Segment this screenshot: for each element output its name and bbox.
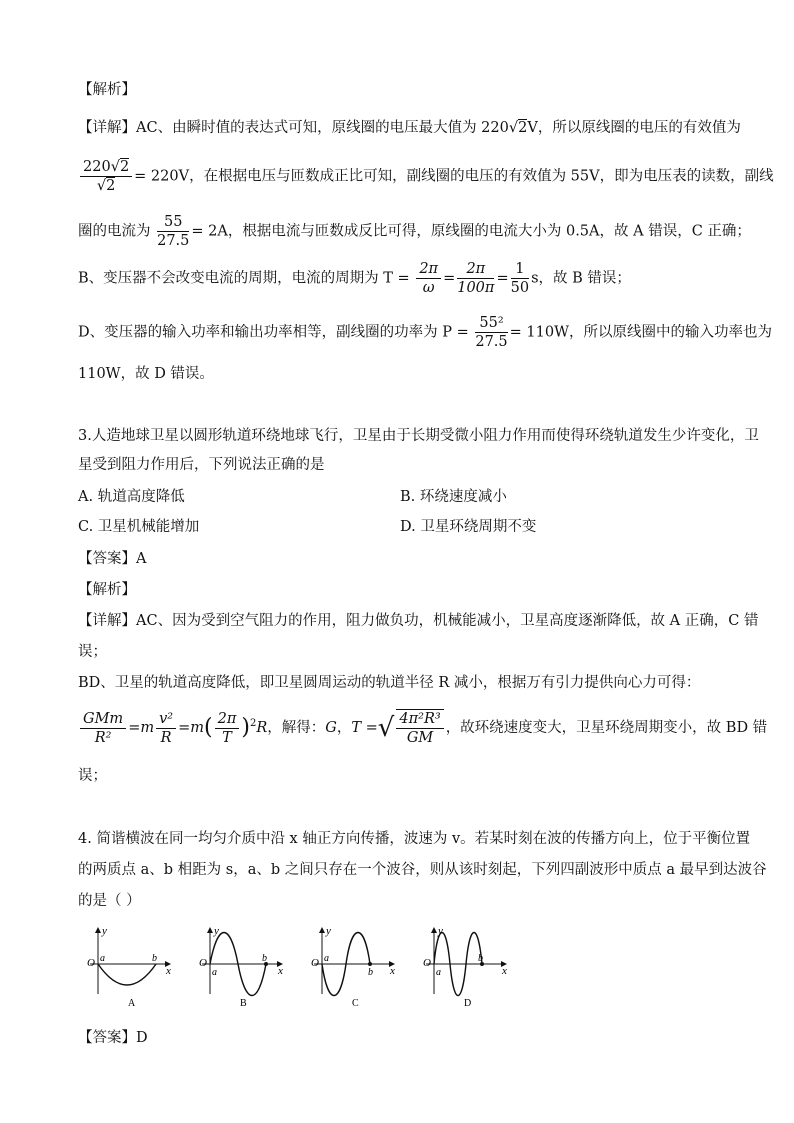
q4-graph-a-label: A xyxy=(128,998,136,1009)
q3-eq-sqrt-frac xyxy=(396,709,443,747)
q4-graph-a-o-label: O xyxy=(87,957,95,969)
q2-f1-den-sqrt: 2 xyxy=(106,178,116,194)
q4-graph-a xyxy=(87,925,171,1009)
q2-f5-num: 1 xyxy=(511,260,529,279)
q3-option-b: B. 环绕速度减小 xyxy=(400,489,507,505)
q2-f1-num-sqrt: 2 xyxy=(119,159,130,175)
q4-graph-b-y-label: y xyxy=(214,925,219,937)
q3-eq-frac-2 xyxy=(156,710,176,747)
q3-detail-line3: BD、卫星的轨道高度降低，即卫星圆周运动的轨道半径 R 减小，根据万有引力提供向心力可得： xyxy=(78,675,701,691)
q2-l2-a: = 220V，在根据电压与匝数成正比可知，副线圈的电压的有效值为 55V，即为电压表的读数，副线 xyxy=(134,168,774,185)
q2-f2-num: 55 xyxy=(157,213,189,232)
q2-l3-a: 圈的电流为 xyxy=(78,223,151,240)
q2-detail-line6: 110W，故 D 错误。 xyxy=(78,366,214,382)
q2-l1-a: AC、由瞬时值的表达式可知，原线圈的电压最大值为 220 xyxy=(136,120,509,136)
q4-graph-a-b-label: b xyxy=(152,953,157,964)
q4-graph-b xyxy=(199,925,283,1009)
q3-equation-line: $\frac{\text{GMm}}{\text{R²}}$ =m $\frac{\text{v²}}{R}$ =m( $\frac{2\pi}{T}$ )$^2$R，解得：G，T =√ $\frac{\text{4π²R³}}{GM}$ ，故环绕速度变大，卫星环绕周期变小，故 BD 错 xyxy=(78,709,728,747)
q4-graph-c xyxy=(311,925,395,1009)
q2-detail-line3 xyxy=(78,213,751,250)
q2-eq-2: = xyxy=(496,270,509,287)
q2-l3-b: = 2A，根据电流与匝数成反比可得，原线圈的电流大小为 0.5A，故 A 错误，C 正确； xyxy=(191,223,751,240)
q3-eq-den1: R² xyxy=(94,729,112,746)
q3-answer: 【答案】A xyxy=(78,551,147,567)
q4-graph-d-label: D xyxy=(464,998,472,1009)
q3-eq-g: G xyxy=(325,720,337,736)
q2-l1-b: V，所以原线圈的电压的有效值为 xyxy=(527,120,741,136)
q3-eq-den2: R xyxy=(160,729,172,746)
q4-graph-c-a-label: a xyxy=(324,953,329,964)
q2-f4-den: 100π xyxy=(457,280,495,296)
q2-f1-num: 220 xyxy=(83,159,111,175)
q4-waveform-figures xyxy=(78,924,538,1014)
q2-eq-1: = xyxy=(443,270,456,287)
q4-graph-d-x-label: x xyxy=(502,965,507,977)
q3-eq-solve: ，解得： xyxy=(267,720,326,736)
q2-detail-tag: 【详解】 xyxy=(78,120,136,136)
q2-l4-b: s，故 B 错误； xyxy=(531,270,631,287)
q3-option-a: A. 轨道高度降低 xyxy=(78,489,185,505)
q4-graph-d-o-label: O xyxy=(423,957,431,969)
q3-eq-m1: m xyxy=(140,720,155,736)
q2-frac-5 xyxy=(511,260,529,297)
q2-detail-line2 xyxy=(78,158,774,195)
q3-eq-r: R xyxy=(256,720,268,736)
q4-graph-c-y-label: y xyxy=(326,925,331,937)
q4-graph-c-b-label: b xyxy=(368,967,373,978)
q4-graph-a-y-label: y xyxy=(102,925,107,937)
q4-graph-d xyxy=(423,925,507,1009)
q2-frac-1: $\frac{220√2}{√2}$ xyxy=(80,158,132,195)
q2-f2-den: 27.5 xyxy=(157,233,190,249)
q2-l5-b: = 110W，所以原线圈中的输入功率也为 xyxy=(509,324,772,341)
q3-eq-sq-den: GM xyxy=(406,730,434,746)
q3-eq-num2: v² xyxy=(156,710,176,729)
q4-graph-b-a-label: a xyxy=(212,967,217,978)
q3-option-c: C. 卫星机械能增加 xyxy=(78,519,200,535)
q4-graph-d-y-label: y xyxy=(438,925,443,937)
q4-graph-c-x-label: x xyxy=(390,965,395,977)
q3-eq-sq-num: 4π²R³ xyxy=(396,710,443,729)
q2-f6-den: 27.5 xyxy=(475,334,508,350)
q2-f3-num: 2π xyxy=(416,260,441,279)
q4-graph-b-b-label: b xyxy=(262,953,267,964)
q4-graph-a-a-label: a xyxy=(100,953,105,964)
q2-detail-line1: 【详解】AC、由瞬时值的表达式可知，原线圈的电压最大值为 220√2V，所以原线圈的电压的有效值为 xyxy=(78,120,741,136)
q3-eq-num3: 2π xyxy=(215,710,240,729)
q4-graph-b-o-label: O xyxy=(199,957,207,969)
q3-eq-t: T = xyxy=(351,720,378,736)
q2-f3-den: ω xyxy=(422,280,435,296)
q2-f4-num: 2π xyxy=(457,260,494,279)
q2-l5-a: D、变压器的输入功率和输出功率相等，副线圈的功率为 P = xyxy=(78,324,469,341)
q4-graph-c-label: C xyxy=(352,998,359,1009)
q4-graph-b-x-label: x xyxy=(278,965,283,977)
q4-graph-a-x-label: x xyxy=(166,965,171,977)
q3-detail-line2: 误； xyxy=(78,644,107,660)
q3-stem-line1: 3.人造地球卫星以圆形轨道环绕地球飞行，卫星由于长期受微小阻力作用而使得环绕轨道发生少许变化，卫 xyxy=(78,428,759,444)
q2-f6-num: 55² xyxy=(475,314,507,333)
q4-stem-line1: 4. 简谐横波在同一均匀介质中沿 x 轴正方向传播，波速为 v。若某时刻在波的传播方向上，位于平衡位置 xyxy=(78,831,751,847)
q2-f5-den: 50 xyxy=(510,280,530,296)
q4-stem-line3: 的是（ ） xyxy=(78,893,141,909)
q2-detail-line4 xyxy=(78,260,728,297)
q2-frac-2 xyxy=(157,213,189,250)
q3-option-d: D. 卫星环绕周期不变 xyxy=(400,519,537,535)
q2-l4-a: B、变压器不会改变电流的周期，电流的周期为 T = xyxy=(78,270,410,287)
q4-graph-d-b-label: b xyxy=(478,953,483,964)
q3-eq-num1: GMm xyxy=(80,710,126,729)
q2-l1-sqrt: 2 xyxy=(518,120,528,136)
q3-eq-tail: ，故环绕速度变大，卫星环绕周期变小，故 BD 错 xyxy=(445,720,768,736)
q3-eq-frac-3 xyxy=(215,710,240,747)
q3-detail-line4: 误； xyxy=(78,768,107,784)
q2-frac-4 xyxy=(457,260,494,297)
q4-graph-b-label: B xyxy=(240,998,247,1009)
q4-stem-line2: 的两质点 a、b 相距为 s，a、b 之间只存在一个波谷，则从该时刻起，下列四副波形中质点 a 最早到达波谷 xyxy=(78,862,767,878)
q4-answer: 【答案】D xyxy=(78,1030,148,1046)
q3-eq-m2: m xyxy=(190,720,205,736)
q2-jiexi: 【解析】 xyxy=(78,82,136,98)
q2-frac-3 xyxy=(416,260,441,297)
q3-stem-line2: 星受到阻力作用后，下列说法正确的是 xyxy=(78,457,325,473)
q3-eq-den3: T xyxy=(222,729,232,746)
q3-jiexi: 【解析】 xyxy=(78,582,136,598)
q2-detail-line5 xyxy=(78,314,772,351)
q3-eq-frac-1 xyxy=(80,710,126,747)
q3-detail-line1: 【详解】AC、因为受到空气阻力的作用，阻力做负功，机械能减小，卫星高度逐渐降低，故 A 正确，C 错 xyxy=(78,613,759,629)
q4-graph-c-o-label: O xyxy=(311,957,319,969)
q2-frac-6 xyxy=(475,314,507,351)
q4-graph-d-a-label: a xyxy=(436,967,441,978)
